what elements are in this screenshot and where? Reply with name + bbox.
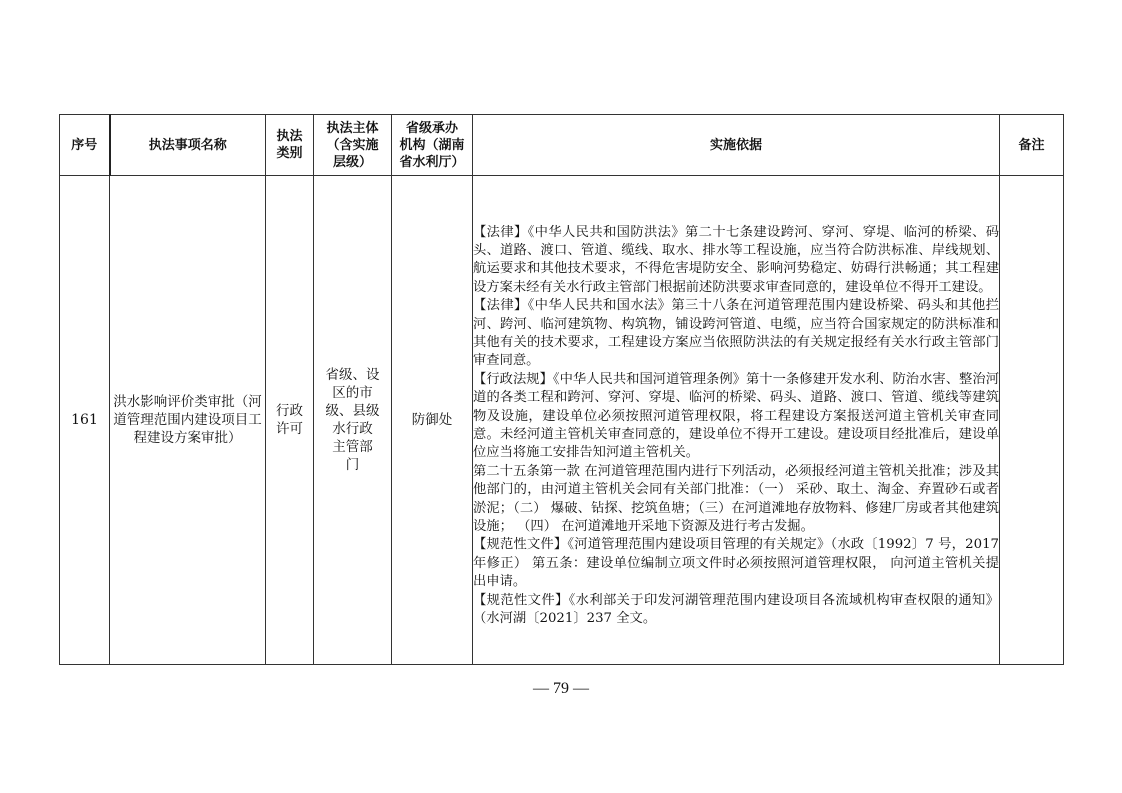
header-row: [60, 115, 1064, 176]
basis-paragraph: 【法律】《中华人民共和国水法》第三十八条在河道管理范围内建设桥梁、码头和其他拦河、跨河、临河建筑物、构筑物，铺设跨河管道、电缆，应当符合国家规定的防洪标准和其他有关的技术要求，工程建设方案应当依照防洪法的有关规定报经有关水行政主管部门审查同意。: [473, 298, 999, 369]
cell-category: 行政 许可: [266, 176, 314, 665]
basis-paragraph: 【行政法规】《中华人民共和国河道管理条例》第十一条修建开发水利、防治水害、整治河道的各类工程和跨河、穿河、穿堤、临河的桥梁、码头、道路、渡口、管道、缆线等建筑物及设施，建设单位必须按照河道管理权限，将工程建设方案报送河道主管机关审查同意。未经河道主管机关审查同意的，建设单位不得开工建设。建设项目经批准后，建设单位应当将施工安排告知河道主管机关。: [473, 371, 999, 461]
basis-paragraph: 【规范性文件】《河道管理范围内建设项目管理的有关规定》（水政〔1992〕7 号，2017 年修正） 第五条：建设单位编制立项文件时必须按照河道管理权限， 向河道主管机关提出申请。: [473, 537, 999, 590]
page-number: — 79 —: [533, 680, 589, 697]
basis-paragraph: 【规范性文件】《水利部关于印发河湖管理范围内建设项目各流域机构审查权限的通知》（水河湖〔2021〕237 全文。: [473, 592, 999, 627]
header-name: 执法事项名称: [110, 115, 266, 176]
header-basis: 实施依据: [473, 115, 1000, 176]
cell-seq: 161: [60, 176, 110, 665]
enforcement-table: [59, 114, 1064, 665]
basis-paragraph: 【法律】《中华人民共和国防洪法》第二十七条建设跨河、穿河、穿堤、临河的桥梁、码头、道路、渡口、管道、缆线、取水、排水等工程设施，应当符合防洪标准、岸线规划、航运要求和其他技术要求，不得危害堤防安全、影响河势稳定、妨碍行洪畅通；其工程建设方案未经有关水行政主管部门根据前述防洪要求审查同意的，建设单位不得开工建设。: [473, 224, 999, 295]
cell-subject: 省级、设 区的市 级、县级 水行政 主管部 门: [314, 176, 392, 665]
header-agency: 省级承办 机构（湖南 省水利厅）: [392, 115, 473, 176]
table-row: [60, 176, 1064, 665]
cell-name: 洪水影响评价类审批（河道管理范围内建设项目工程建设方案审批）: [110, 176, 266, 665]
cell-basis: [473, 176, 1000, 665]
header-remarks: 备注: [1000, 115, 1064, 176]
header-seq: 序号: [60, 115, 110, 176]
header-subject: 执法主体 （含实施 层级）: [314, 115, 392, 176]
cell-agency: 防御处: [392, 176, 473, 665]
cell-remarks: [1000, 176, 1064, 665]
basis-paragraph: 第二十五条第一款 在河道管理范围内进行下列活动，必须报经河道主管机关批准；涉及其他部门的，由河道主管机关会同有关部门批准：（一） 采砂、取土、淘金、弃置砂石或者淤泥；（二） 爆破、钻探、挖筑鱼塘；（三）在河道滩地存放物料、修建厂房或者其他建筑设施； （四） 在河道滩地开采地下资源及进行考古发掘。: [473, 463, 999, 535]
header-category: 执法 类别: [266, 115, 314, 176]
